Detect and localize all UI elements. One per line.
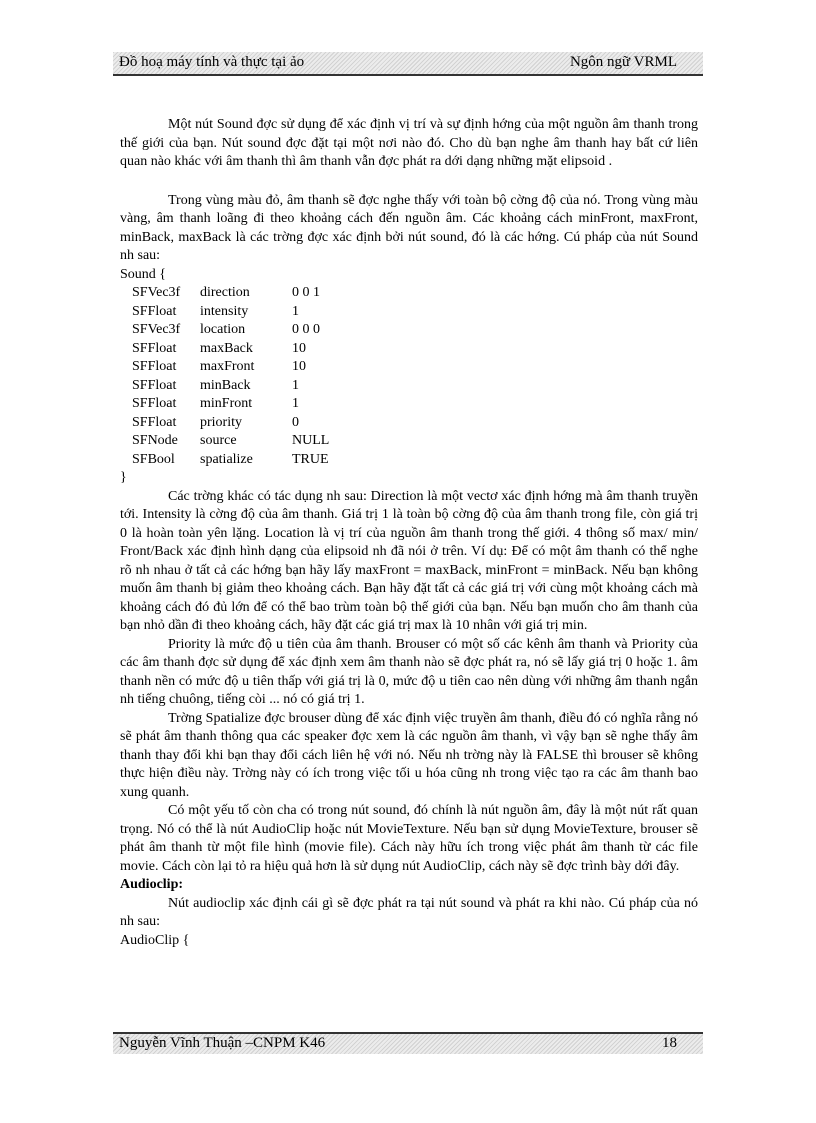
field-type: SFBool	[132, 451, 175, 467]
paragraph-fields: Các trờng khác có tác dụng nh sau: Direction là một vectơ xác định hớng mà âm thanh truyền tới. Intensity là cờng độ của âm thanh. Giá trị 1 là toàn bộ cờng độ của âm thanh trong file, còn giá trị 0 là hoàn toàn yên lặng. Location là vị trí của nguồn âm thanh trong thế giới. 4 thông số max/ min/ Front/Back xác định hình dạng của elipsoid nh đã nói ở trên. Ví dụ: Để có một âm thanh có thể nghe rõ nh nhau ở tất cả các hớng bạn hãy lấy maxFront = maxBack, minFront = minBack. Nếu bạn không muốn âm thanh bị giảm theo khoảng cách. Bạn hãy đặt tất cả các giá trị với cùng một khoảng cách mà khoảng cách đó đủ lớn để có thể bao trùm toàn bộ thế giới của bạn. Nếu bạn muốn cho âm thanh của bạn nhỏ dần đi theo khoảng cách, hãy đặt các giá trị max là 10 nhân với giá trị min.	[120, 488, 698, 633]
paragraph-audioclip: Nút audioclip xác định cái gì sẽ đợc phát ra tại nút sound và phát ra khi nào. Cú pháp của nó nh sau:	[120, 895, 698, 929]
field-value: 10	[292, 359, 306, 374]
paragraph-source: Có một yếu tố còn cha có trong nút sound, đó chính là nút nguồn âm, đây là một nút rất quan trọng. Nó có thể là nút AudioClip hoặc nút MovieTexture. Nếu bạn sử dụng MovieTexture, brouser sẽ phát âm thanh từ một file hình (movie file). Cách này hữu ích trong việc phát âm thanh từ các file movie. Cách còn lại tỏ ra hiệu quả hơn là sử dụng nút AudioClip, cách này sẽ đợc trình bày dới đây.	[120, 803, 698, 874]
field-name: maxBack	[200, 340, 253, 356]
field-value: 1	[292, 396, 299, 411]
field-type: SFFloat	[132, 414, 177, 430]
code-field-row	[120, 303, 698, 322]
code-open: Sound {	[120, 266, 167, 282]
field-value: 1	[292, 377, 299, 393]
header-title: Đồ hoạ máy tính và thực tại ảo	[119, 54, 305, 70]
code-field-row	[120, 340, 698, 359]
field-value: 0 0 0	[292, 322, 320, 337]
field-name: direction	[200, 285, 250, 300]
page-header	[113, 52, 703, 76]
header-section: Ngôn ngữ VRML	[569, 54, 677, 70]
code-field-row	[120, 414, 698, 433]
code-field-row	[120, 284, 698, 303]
code-field-row	[120, 395, 698, 414]
field-name: source	[200, 433, 237, 448]
section-heading: Audioclip:	[120, 877, 184, 892]
page-number: 18	[662, 1035, 677, 1051]
paragraph-zones: Trong vùng màu đỏ, âm thanh sẽ đợc nghe thấy với toàn bộ cờng độ của nó. Trong vùng màu vàng, âm thanh loãng đi theo khoảng cách đến nguồn âm. Các khoảng cách minFront, maxFront, minBack, maxBack là các trờng đợc xác định bởi nút sound, đó là các hớng. Cú pháp của nút Sound nh sau:	[120, 192, 698, 263]
code-field-row	[120, 451, 698, 470]
field-name: priority	[200, 414, 242, 430]
code-field-row	[120, 377, 698, 396]
field-value: 0	[292, 414, 299, 430]
field-type: SFFloat	[132, 340, 177, 356]
code-field-row	[120, 432, 698, 451]
paragraph-intro: Một nút Sound đợc sử dụng để xác định vị trí và sự định hớng của một nguồn âm thanh trong thế giới của bạn. Nút sound đợc đặt tại một nơi nào đó. Cho dù bạn nghe âm thanh hay bất cứ liên quan nào khác với âm thanh thì âm thanh vẫn đợc phát ra dới dạng những mặt elipsoid .	[120, 117, 698, 169]
page-body	[120, 116, 698, 950]
paragraph-spatialize: Trờng Spatialize đợc brouser dùng để xác định việc truyền âm thanh, điều đó có nghĩa rằng nó sẽ phát âm thanh thông qua các speaker đợc xem là các nguồn âm thanh, vì vậy bạn sẽ nghe thấy âm thanh thay đổi khi bạn thay đổi cách liên hệ với nó. Nếu nh trờng này là FALSE thì brouser sẽ không thực hiện điều này. Trờng này có ích trong việc tối u hóa cũng nh trong việc tạo ra các âm thanh bao xung quanh.	[120, 710, 698, 800]
field-value: 0 0 1	[292, 285, 320, 300]
field-type: SFNode	[132, 433, 178, 448]
field-value: TRUE	[292, 451, 329, 467]
paragraph-priority: Priority là mức độ u tiên của âm thanh. Brouser có một số các kênh âm thanh và Priority của các âm thanh đợc sử dụng để xác định xem âm thanh nào sẽ đợc phát ra, nó sẽ lấy giá trị 0 hoặc 1. âm thanh nền có mức độ u tiên thấp với giá trị là 0, mức độ u tiên cao nên dùng với những âm thanh ngắn nh tiếng chuông, tiếng còi ... nó có giá trị 1.	[120, 636, 698, 707]
footer-author: Nguyễn Vĩnh Thuận –CNPM K46	[119, 1035, 326, 1051]
field-name: intensity	[200, 303, 249, 319]
field-value: NULL	[292, 433, 330, 448]
sound-code-block	[120, 266, 698, 488]
field-type: SFFloat	[132, 303, 177, 319]
code-close: }	[120, 470, 127, 485]
field-type: SFVec3f	[132, 285, 181, 300]
code-field-row	[120, 321, 698, 340]
field-type: SFFloat	[132, 359, 177, 374]
field-name: minFront	[200, 396, 253, 411]
field-name: spatialize	[200, 451, 253, 467]
field-name: minBack	[200, 377, 251, 393]
field-type: SFFloat	[132, 396, 177, 411]
field-value: 1	[292, 303, 299, 319]
field-type: SFVec3f	[132, 322, 181, 337]
field-name: maxFront	[200, 359, 255, 374]
code-field-row	[120, 358, 698, 377]
code-audioclip-open: AudioClip {	[120, 932, 190, 948]
field-value: 10	[292, 340, 306, 356]
field-name: location	[200, 322, 246, 337]
field-type: SFFloat	[132, 377, 177, 393]
page-footer	[113, 1032, 703, 1054]
